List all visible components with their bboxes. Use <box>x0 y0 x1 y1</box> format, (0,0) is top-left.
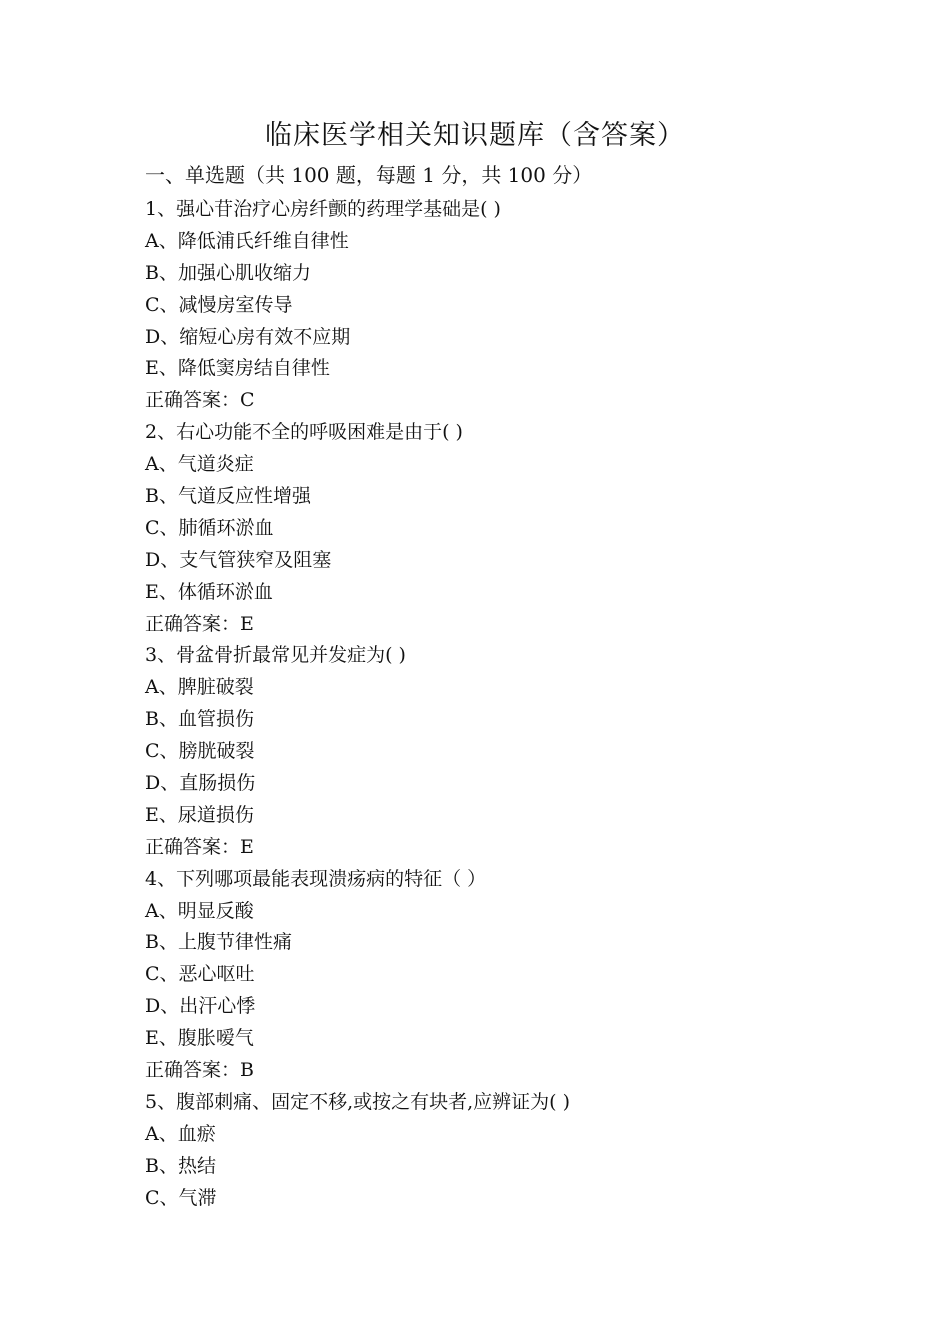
section-heading: 一、单选题（共 100 题，每题 1 分，共 100 分） <box>145 163 593 187</box>
question-stem: 2、右心功能不全的呼吸困难是由于( ) <box>145 421 463 444</box>
option-b: B、气道反应性增强 <box>145 485 311 508</box>
option-d: D、出汗心悸 <box>145 995 256 1018</box>
question-stem: 4、下列哪项最能表现溃疡病的特征（ ） <box>145 867 487 890</box>
page-title: 临床医学相关知识题库（含答案） <box>265 120 685 151</box>
option-e: E、降低窦房结自律性 <box>145 357 330 380</box>
option-e: E、体循环淤血 <box>145 580 273 603</box>
question-stem: 5、腹部刺痛、固定不移,或按之有块者,应辨证为( ) <box>145 1090 571 1113</box>
correct-answer: 正确答案：B <box>145 1059 254 1082</box>
option-b: B、血管损伤 <box>145 708 254 731</box>
option-e: E、尿道损伤 <box>145 803 254 826</box>
correct-answer: 正确答案：C <box>145 389 255 412</box>
option-c: C、减慢房室传导 <box>145 293 293 316</box>
option-d: D、直肠损伤 <box>145 772 256 795</box>
option-a: A、血瘀 <box>145 1122 216 1145</box>
question-3 <box>145 640 845 863</box>
option-c: C、气滞 <box>145 1186 217 1209</box>
option-a: A、明显反酸 <box>145 899 254 922</box>
question-stem: 3、骨盆骨折最常见并发症为( ) <box>145 644 406 667</box>
option-c: C、膀胱破裂 <box>145 740 255 763</box>
option-a: A、降低浦氏纤维自律性 <box>145 229 349 252</box>
question-1 <box>145 194 845 417</box>
question-2 <box>145 417 845 640</box>
option-e: E、腹胀嗳气 <box>145 1027 254 1050</box>
question-5 <box>145 1087 845 1215</box>
option-d: D、支气管狭窄及阻塞 <box>145 548 332 571</box>
option-a: A、气道炎症 <box>145 453 254 476</box>
question-4 <box>145 864 845 1087</box>
question-list <box>145 194 845 1215</box>
correct-answer: 正确答案：E <box>145 835 254 858</box>
correct-answer: 正确答案：E <box>145 612 254 635</box>
option-b: B、加强心肌收缩力 <box>145 261 311 284</box>
option-a: A、脾脏破裂 <box>145 676 254 699</box>
question-stem: 1、强心苷治疗心房纤颤的药理学基础是( ) <box>145 198 501 220</box>
option-b: B、热结 <box>145 1154 216 1177</box>
option-c: C、肺循环淤血 <box>145 516 274 539</box>
option-d: D、缩短心房有效不应期 <box>145 325 351 348</box>
option-b: B、上腹节律性痛 <box>145 931 292 954</box>
option-c: C、恶心呕吐 <box>145 963 255 986</box>
